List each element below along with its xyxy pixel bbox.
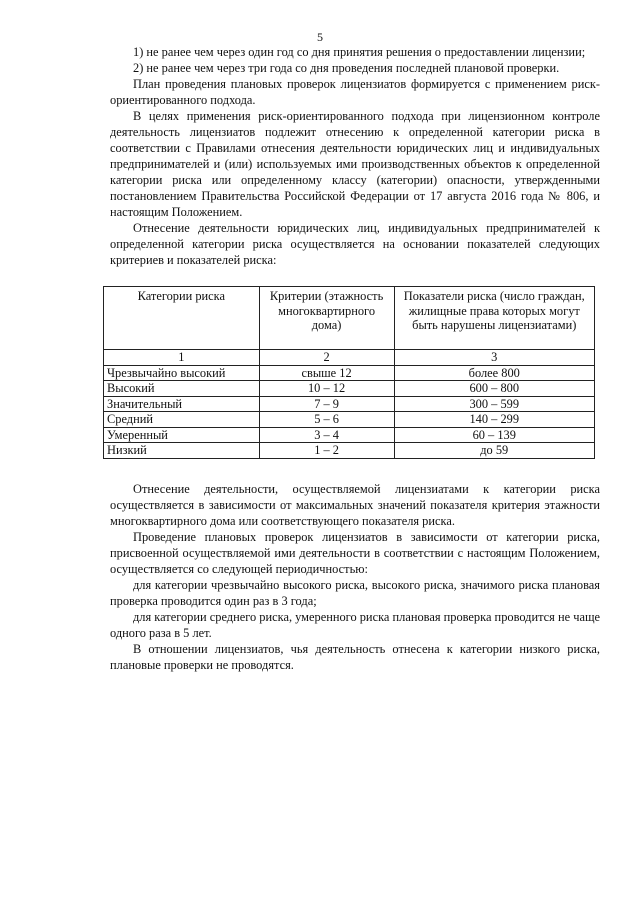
paragraph: 1) не ранее чем через один год со дня принятия решения о предоставлении лицензии; (133, 45, 586, 59)
risk-category: Средний (104, 412, 260, 428)
header-criteria: Критерии (этажность многоквартирного дома) (259, 287, 394, 350)
paragraph: Отнесение деятельности, осуществляемой лицензиатами к категории риска осуществляется в зависимости от максимальных значений показателя критерия этажности многоквартирного дома или соответствующего показателя риска. (110, 481, 600, 528)
floor-criterion: свыше 12 (259, 365, 394, 381)
risk-category: Чрезвычайно высокий (104, 365, 260, 381)
column-number: 2 (259, 350, 394, 366)
header-risk-category: Категории риска (104, 287, 260, 350)
risk-category-table (103, 286, 595, 459)
table-row (104, 412, 595, 428)
floor-criterion: 1 – 2 (259, 443, 394, 459)
risk-indicator: более 800 (394, 365, 595, 381)
risk-category: Высокий (104, 381, 260, 397)
paragraph: В отношении лицензиатов, чья деятельность отнесена к категории низкого риска, плановые проверки не проводятся. (110, 641, 600, 672)
risk-indicator: 140 – 299 (394, 412, 595, 428)
paragraph: для категории среднего риска, умеренного риска плановая проверка проводится не чаще одного раза в 5 лет. (110, 609, 600, 640)
paragraph: План проведения плановых проверок лицензиатов формируется с применением риск-ориентированного подхода. (110, 77, 600, 107)
table-header-row (104, 287, 595, 350)
paragraph: В целях применения риск-ориентированного подхода при лицензионном контроле деятельность лицензиатов подлежит отнесению к определенной категории риска в соответствии с Правилами отнесения деятельности юридических лиц и индивидуальных предпринимателей и (или) используемых ими производственных объектов к определенной категории риска или определенному классу (категории) опасности, утвержденными постановлением Правительства Российской Федерации от 17 августа 2016 года № 806, и настоящим Положением. (110, 109, 600, 219)
table-row (104, 427, 595, 443)
header-risk-indicators: Показатели риска (число граждан, жилищные права которых могут быть нарушены лицензиатами) (394, 287, 595, 350)
risk-category: Значительный (104, 396, 260, 412)
post-table-section (110, 481, 600, 673)
risk-indicator: до 59 (394, 443, 595, 459)
page-number: 5 (317, 30, 323, 44)
table-row (104, 443, 595, 459)
column-number: 3 (394, 350, 595, 366)
paragraph: для категории чрезвычайно высокого риска, высокого риска, значимого риска плановая проверка проводится один раз в 3 года; (110, 577, 600, 608)
risk-category: Умеренный (104, 427, 260, 443)
risk-indicator: 600 – 800 (394, 381, 595, 397)
table-row (104, 381, 595, 397)
paragraph: 2) не ранее чем через три года со дня проведения последней плановой проверки. (133, 61, 560, 75)
floor-criterion: 3 – 4 (259, 427, 394, 443)
table-number-row (104, 350, 595, 366)
risk-indicator: 300 – 599 (394, 396, 595, 412)
paragraph: Проведение плановых проверок лицензиатов в зависимости от категории риска, присвоенной осуществляемой ими деятельности в соответствии с настоящим Положением, осуществляется со следующей периодичностью: (110, 529, 600, 576)
risk-category: Низкий (104, 443, 260, 459)
floor-criterion: 5 – 6 (259, 412, 394, 428)
document-body (107, 44, 600, 673)
paragraph: Отнесение деятельности юридических лиц, индивидуальных предпринимателей к определенной категории риска осуществляется на основании показателей следующих критериев и показателей риска: (110, 221, 600, 267)
table-row (104, 396, 595, 412)
risk-indicator: 60 – 139 (394, 427, 595, 443)
table-row (104, 365, 595, 381)
floor-criterion: 7 – 9 (259, 396, 394, 412)
floor-criterion: 10 – 12 (259, 381, 394, 397)
column-number: 1 (104, 350, 260, 366)
